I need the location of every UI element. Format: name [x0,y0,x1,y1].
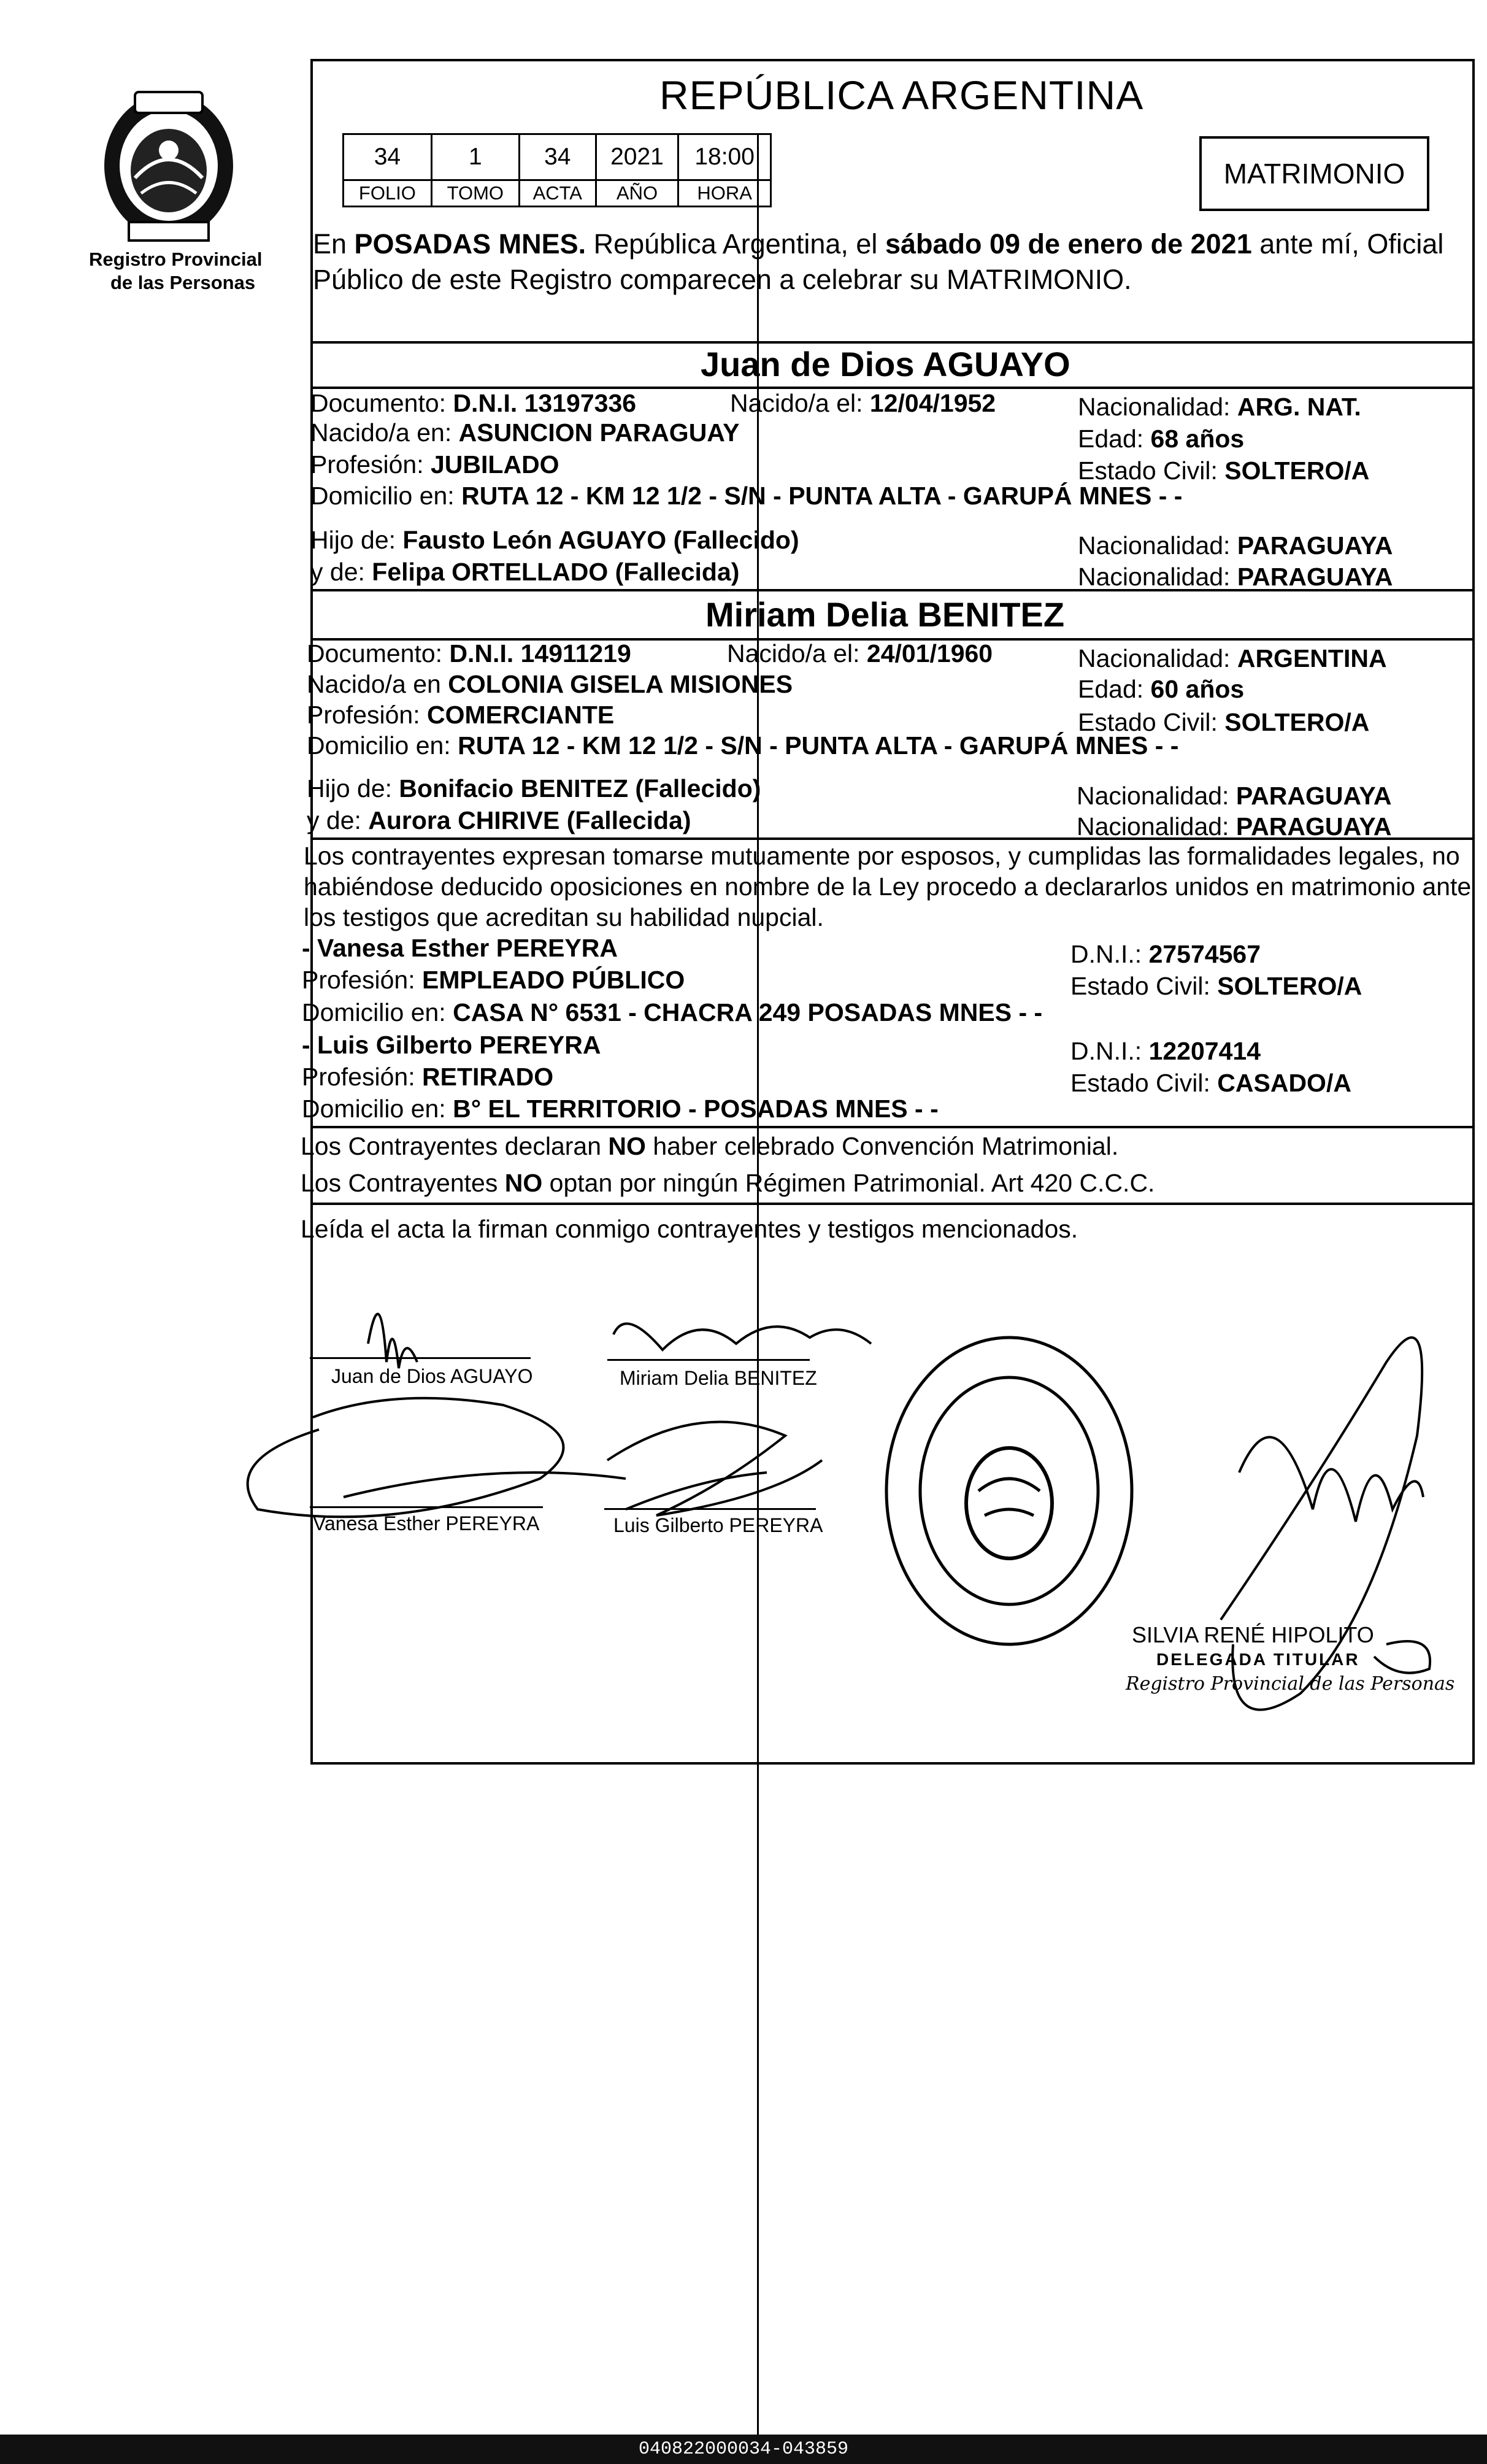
hour-value: 18:00 [678,134,771,180]
spouse1-father: Hijo de: Fausto León AGUAYO (Fallecido) [310,526,799,554]
declaration-line1: Los contrayentes expresan tomarse mutuamente por esposos, y cumplidas las formalidades legales, no [304,842,1460,870]
document-title: REPÚBLICA ARGENTINA [659,72,1144,118]
spouse1-birthplace: Nacido/a en: ASUNCION PARAGUAY [310,418,740,447]
acta-label: ACTA [519,180,596,207]
official-name: SILVIA RENÉ HIPOLITO [1132,1622,1374,1647]
spouse1-civil-status: Estado Civil: SOLTERO/A [1078,456,1370,485]
witness1-address: Domicilio en: CASA N° 6531 - CHACRA 249 POSADAS MNES - - [302,998,1043,1026]
register-table [342,133,772,207]
section-divider [310,1126,1475,1128]
spouse1-age: Edad: 68 años [1078,425,1245,453]
intro-line1 [313,227,1443,261]
registry-name-line1: Registro Provincial [89,248,263,270]
spouse2-document: Documento: D.N.I. 14911219 [307,639,631,668]
spouse1-name: Juan de Dios AGUAYO [701,345,1070,383]
witness2-name: - Luis Gilberto PEREYRA [302,1031,601,1059]
acta-value: 34 [519,134,596,180]
official-stamp [880,1331,1138,1650]
year-label: AÑO [596,180,678,207]
regime-line1: Los Contrayentes declaran NO haber celebrado Convención Matrimonial. [301,1132,1119,1160]
witness2-address: Domicilio en: B° EL TERRITORIO - POSADAS MNES - - [302,1095,939,1123]
declaration-line2: habiéndose deducido oposiciones en nombre de la Ley procedo a declararlos unidos en matrimonio ante [304,872,1472,901]
regime-line2: Los Contrayentes NO optan por ningún Régimen Patrimonial. Art 420 C.C.C. [301,1169,1155,1197]
signature-line [604,1508,816,1510]
witness2-profession: Profesión: RETIRADO [302,1063,554,1091]
signature-line [607,1359,810,1361]
declaration-line3: los testigos que acreditan su habilidad nupcial. [304,903,824,931]
intro-line2: Público de este Registro comparecen a celebrar su MATRIMONIO. [313,264,1132,295]
tomo-label: TOMO [431,180,519,207]
tomo-value: 1 [431,134,519,180]
witness2-civil-status: Estado Civil: CASADO/A [1070,1069,1351,1097]
hour-label: HORA [678,180,771,207]
scan-footer-code: 040822000034-043859 [0,2435,1487,2464]
witness1-civil-status: Estado Civil: SOLTERO/A [1070,972,1362,1000]
intro-date: sábado 09 de enero de 2021 [885,228,1252,260]
official-title: DELEGADA TITULAR [1156,1650,1360,1669]
intro-post: ante mí, Oficial [1251,228,1444,260]
signature-label-witness1: Vanesa Esther PEREYRA [313,1512,540,1534]
spouse2-nationality: Nacionalidad: ARGENTINA [1078,644,1387,672]
official-organization: Registro Provincial de las Personas [1126,1673,1455,1695]
registry-name-line2: de las Personas [110,272,256,293]
spouse2-father-nationality: Nacionalidad: PARAGUAYA [1077,782,1392,810]
spouse2-birthplace: Nacido/a en COLONIA GISELA MISIONES [307,670,793,698]
spouse2-profession: Profesión: COMERCIANTE [307,701,615,729]
signature-label-witness2: Luis Gilberto PEREYRA [613,1514,823,1536]
intro-mid: República Argentina, el [586,228,885,260]
witness1-name: - Vanesa Esther PEREYRA [302,934,618,962]
spouse2-age: Edad: 60 años [1078,675,1245,703]
witness2-dni: D.N.I.: 12207414 [1070,1037,1261,1065]
registry-seal-logo [92,86,245,245]
spouse2-address: Domicilio en: RUTA 12 - KM 12 1/2 - S/N - PUNTA ALTA - GARUPÁ MNES - - [307,731,1179,760]
witness1-profession: Profesión: EMPLEADO PÚBLICO [302,966,685,994]
spouse2-name: Miriam Delia BENITEZ [705,595,1065,634]
signature-line [310,1357,531,1359]
intro-place: POSADAS MNES. [354,228,586,260]
signature-line [310,1506,543,1508]
spouse2-father: Hijo de: Bonifacio BENITEZ (Fallecido) [307,774,761,803]
spouse2-mother-nationality: Nacionalidad: PARAGUAYA [1077,812,1392,841]
closing-statement: Leída el acta la firman conmigo contrayentes y testigos mencionados. [301,1215,1078,1243]
year-value: 2021 [596,134,678,180]
spouse2-birth-date: Nacido/a el: 24/01/1960 [727,639,993,668]
spouse1-father-nationality: Nacionalidad: PARAGUAYA [1078,531,1393,560]
witness1-dni: D.N.I.: 27574567 [1070,940,1261,968]
folio-label: FOLIO [344,180,432,207]
section-divider [310,1203,1475,1205]
spouse1-mother: y de: Felipa ORTELLADO (Fallecida) [310,558,740,586]
spouse1-address: Domicilio en: RUTA 12 - KM 12 1/2 - S/N - PUNTA ALTA - GARUPÁ MNES - - [310,482,1183,510]
spouse2-mother: y de: Aurora CHIRIVE (Fallecida) [307,806,691,834]
spouse1-document: Documento: D.N.I. 13197336 [310,389,637,417]
signature-label-bride: Miriam Delia BENITEZ [620,1367,817,1389]
spouse1-profession: Profesión: JUBILADO [310,450,559,479]
spouse1-mother-nationality: Nacionalidad: PARAGUAYA [1078,563,1393,591]
folio-value: 34 [344,134,432,180]
spouse1-nationality: Nacionalidad: ARG. NAT. [1078,393,1361,421]
spouse1-birth-date: Nacido/a el: 12/04/1952 [730,389,996,417]
signature-label-groom: Juan de Dios AGUAYO [331,1365,533,1387]
intro-pre: En [313,228,355,260]
spouse2-civil-status: Estado Civil: SOLTERO/A [1078,708,1370,736]
document-type-box: MATRIMONIO [1199,136,1429,211]
